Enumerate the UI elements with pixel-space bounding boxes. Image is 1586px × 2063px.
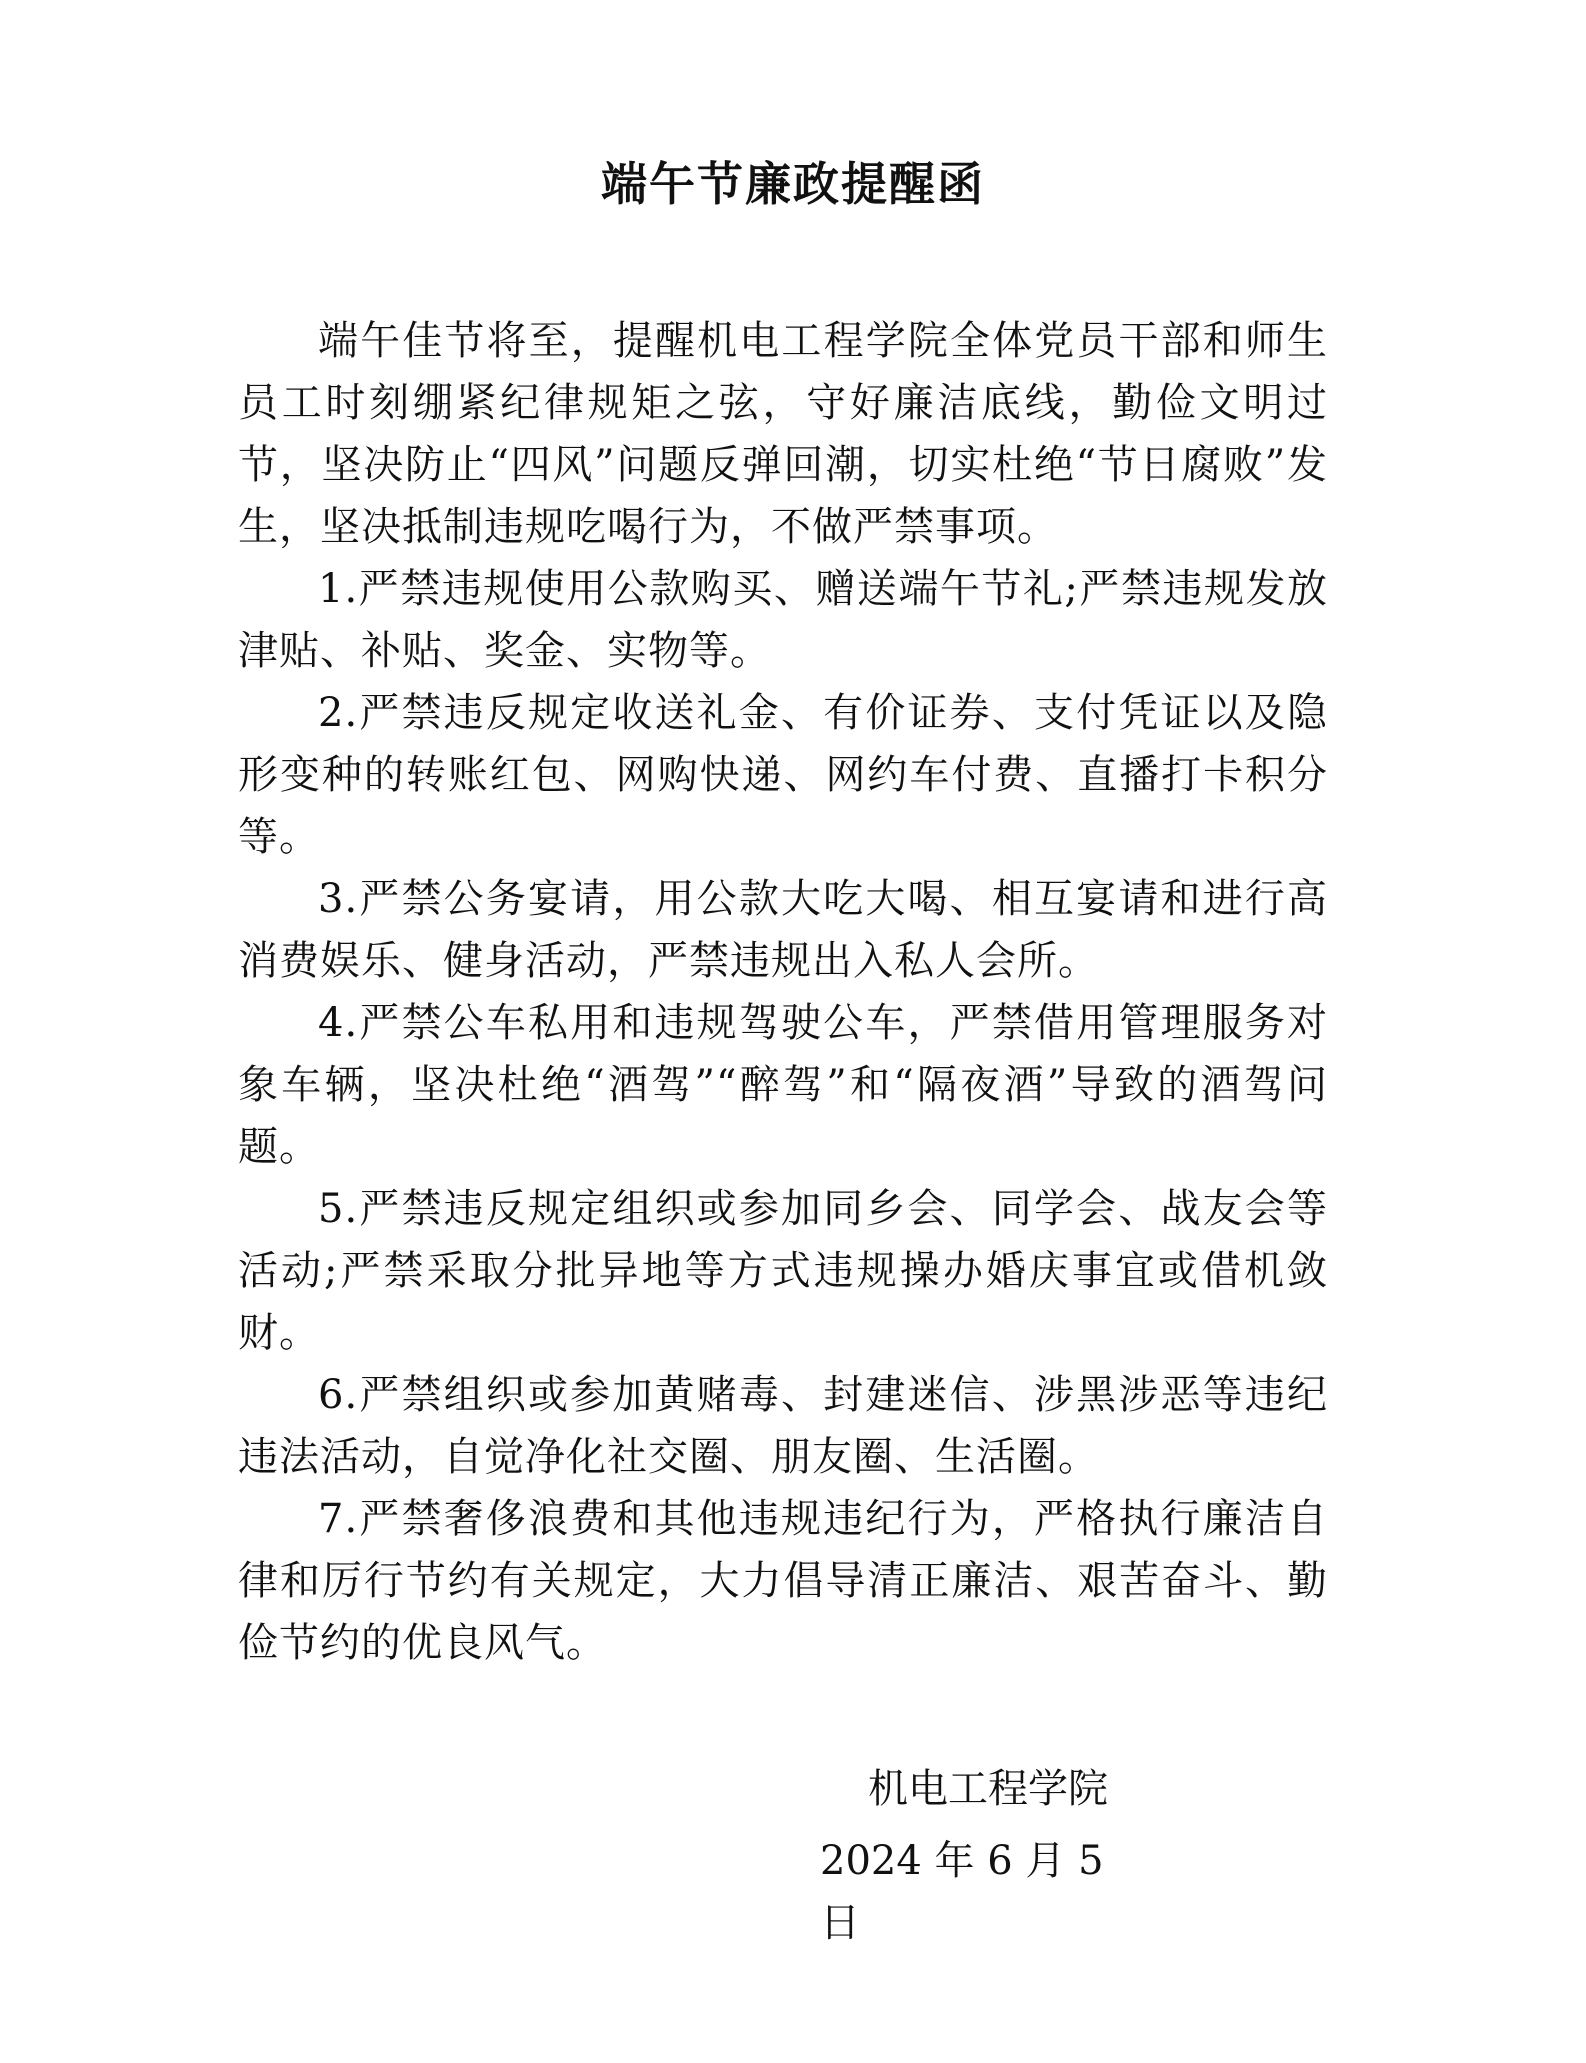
rule-item-5: 5.严禁违反规定组织或参加同乡会、同学会、战友会等活动;严禁采取分批异地等方式违规操办婚庆事宜或借机敛财。: [238, 1186, 1328, 1356]
rule-item-2: 2.严禁违反规定收送礼金、有价证券、支付凭证以及隐形变种的转账红包、网购快递、网约车付费、直播打卡积分等。: [238, 690, 1328, 860]
document-body: [238, 310, 1328, 1674]
intro-paragraph: 端午佳节将至，提醒机电工程学院全体党员干部和师生员工时刻绷紧纪律规矩之弦，守好廉洁底线，勤俭文明过节，坚决防止“四风”问题反弹回潮，切实杜绝“节日腐败”发生，坚决抵制违规吃喝行为，不做严禁事项。: [238, 318, 1328, 550]
rule-item-6: 6.严禁组织或参加黄赌毒、封建迷信、涉黑涉恶等违纪违法活动，自觉净化社交圈、朋友圈、生活圈。: [238, 1372, 1328, 1480]
rule-item-1: 1.严禁违规使用公款购买、赠送端午节礼;严禁违规发放津贴、补贴、奖金、实物等。: [238, 566, 1328, 674]
rule-item-3: 3.严禁公务宴请，用公款大吃大喝、相互宴请和进行高消费娱乐、健身活动，严禁违规出入私人会所。: [238, 876, 1328, 984]
signature-date: 2024 年 6 月 5 日: [820, 1838, 1104, 1946]
page-title: 端午节廉政提醒函: [601, 157, 985, 211]
rule-item-7: 7.严禁奢侈浪费和其他违规违纪行为，严格执行廉洁自律和厉行节约有关规定，大力倡导清正廉洁、艰苦奋斗、勤俭节约的优良风气。: [238, 1496, 1328, 1666]
signature-block: [820, 1758, 1140, 1954]
rule-item-4: 4.严禁公车私用和违规驾驶公车，严禁借用管理服务对象车辆，坚决杜绝“酒驾”“醉驾”和“隔夜酒”导致的酒驾问题。: [238, 1000, 1328, 1170]
signature-organization: 机电工程学院: [868, 1766, 1108, 1812]
